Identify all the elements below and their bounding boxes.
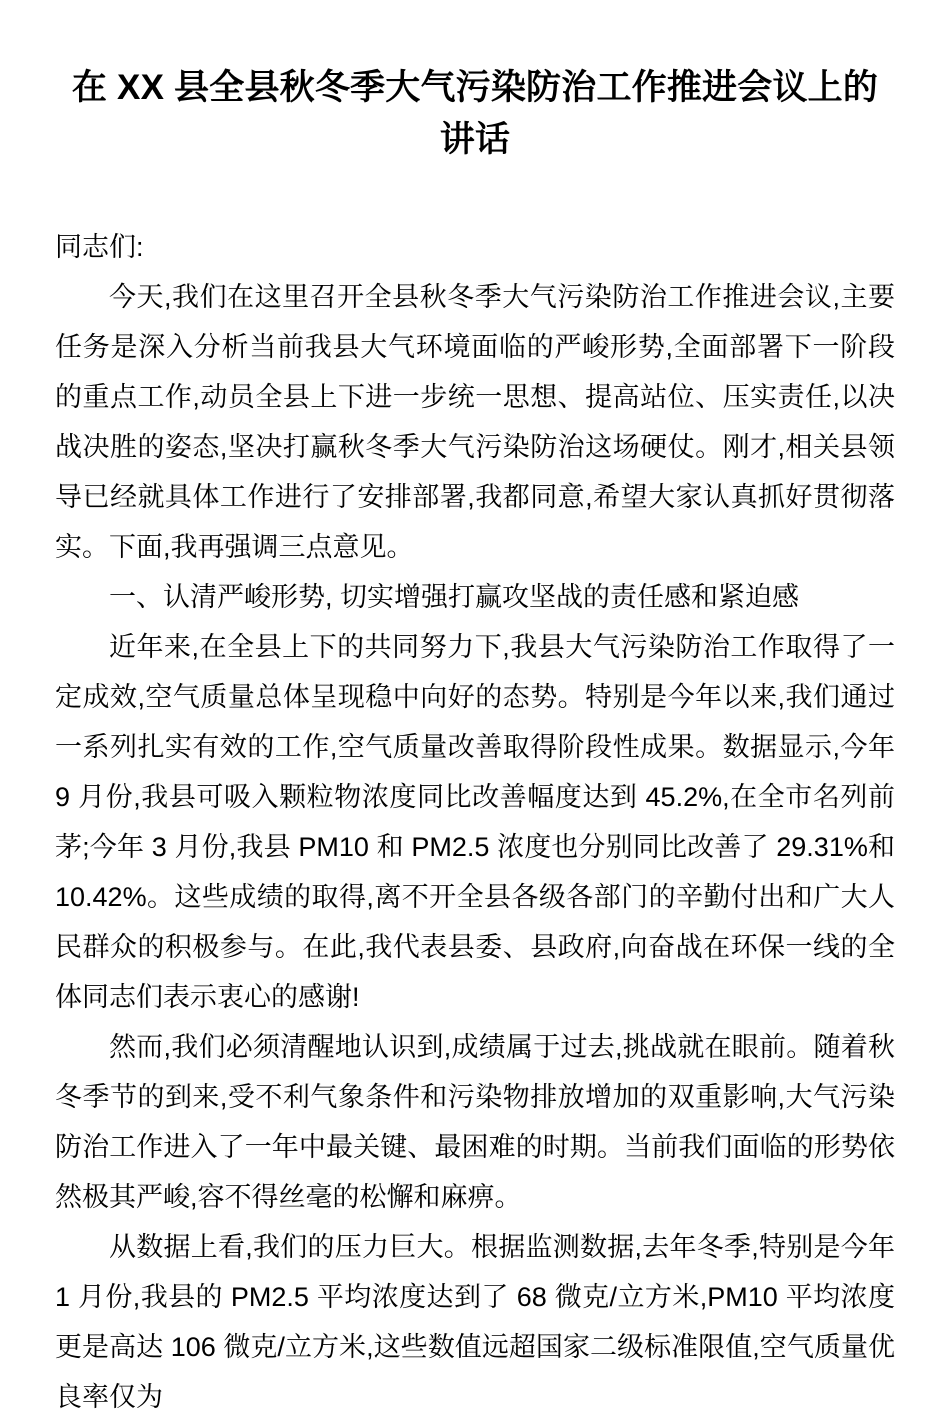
paragraph-achievements: 近年来,在全县上下的共同努力下,我县大气污染防治工作取得了一定成效,空气质量总体呈现稳中向好的态势。特别是今年以来,我们通过一系列扎实有效的工作,空气质量改善取得阶段性成果。数据显示,今年 9 月份,我县可吸入颗粒物浓度同比改善幅度达到 45.2%,在全市名列前茅;今年 3 月份,我县 PM10 和 PM2.5 浓度也分别同比改善了 29.31%和 10.42%。这些成绩的取得,离不开全县各级各部门的辛勤付出和广大人民群众的积极参与。在此,我代表县委、县政府,向奋战在环保一线的全体同志们表示衷心的感谢!	[55, 632, 895, 1012]
page-title: 在 XX 县全县秋冬季大气污染防治工作推进会议上的讲话	[71, 68, 879, 159]
title-spacer	[55, 166, 895, 222]
document-body	[55, 0, 895, 1422]
paragraph-data-pressure: 从数据上看,我们的压力巨大。根据监测数据,去年冬季,特别是今年 1 月份,我县的 PM2.5 平均浓度达到了 68 微克/立方米,PM10 平均浓度更是高达 106 微克/立方米,这些数值远超国家二级标准限值,空气质量优良率仅为	[55, 1232, 895, 1412]
section-heading-one: 一、认清严峻形势, 切实增强打赢攻坚战的责任感和紧迫感	[109, 582, 800, 612]
paragraph-opening: 今天,我们在这里召开全县秋冬季大气污染防治工作推进会议,主要任务是深入分析当前我县大气环境面临的严峻形势,全面部署下一阶段的重点工作,动员全县上下进一步统一思想、提高站位、压实责任,以决战决胜的姿态,坚决打赢秋冬季大气污染防治这场硬仗。刚才,相关县领导已经就具体工作进行了安排部署,我都同意,希望大家认真抓好贯彻落实。下面,我再强调三点意见。	[55, 282, 895, 562]
salutation: 同志们:	[55, 232, 144, 262]
paragraph-challenges: 然而,我们必须清醒地认识到,成绩属于过去,挑战就在眼前。随着秋冬季节的到来,受不利气象条件和污染物排放增加的双重影响,大气污染防治工作进入了一年中最关键、最困难的时期。当前我们面临的形势依然极其严峻,容不得丝毫的松懈和麻痹。	[55, 1032, 895, 1212]
